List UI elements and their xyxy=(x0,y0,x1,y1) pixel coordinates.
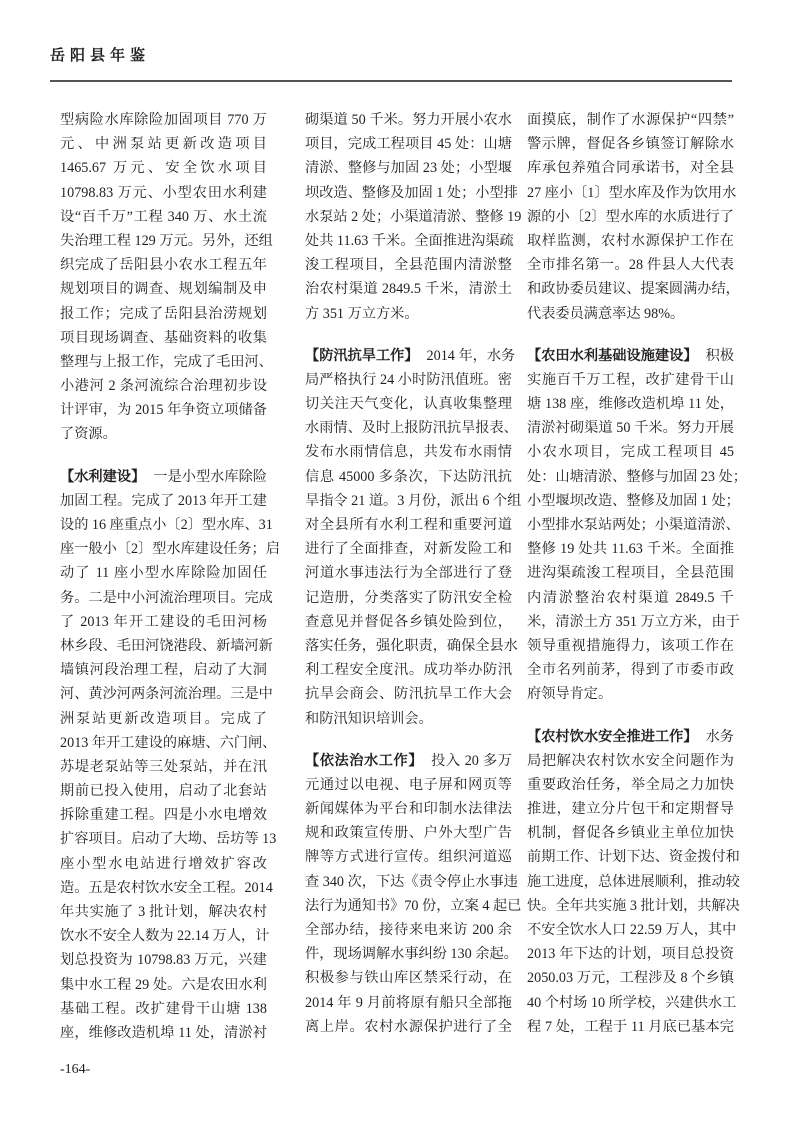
section-paragraph xyxy=(60,465,280,1046)
text-line xyxy=(527,156,734,180)
line-text: 发布水雨情信息，共发布水雨情 xyxy=(305,444,512,461)
line-text: 集中水工程 29 处。六是农田水利 xyxy=(60,976,267,993)
text-line xyxy=(305,682,512,706)
text-line xyxy=(305,561,512,585)
text-line xyxy=(60,779,267,803)
text-line xyxy=(527,942,734,966)
line-text: 2013 年开工建设的麻塘、六门闸、 xyxy=(60,734,277,751)
line-text: 库承包养殖合同承诺书，对全县 xyxy=(527,160,734,177)
section-heading: 【防汛抗旱工作】 xyxy=(305,347,419,364)
section-paragraph xyxy=(527,725,740,1039)
line-text: 划总投资为 10798.83 万元，兴建 xyxy=(60,952,267,969)
text-line xyxy=(60,973,267,997)
text-line xyxy=(305,894,522,918)
text-line xyxy=(527,725,734,749)
line-text: 砌渠道 50 千米。努力开展小农水 xyxy=(305,112,512,128)
paragraph xyxy=(305,108,522,326)
line-text: 座一般小〔2〕型水库建设任务；启 xyxy=(60,541,280,558)
line-text: 报工作；完成了岳阳县治涝规划 xyxy=(60,305,267,322)
line-text: 面摸底，制作了水源保护“四禁” xyxy=(527,112,734,128)
line-text: 施工进度，总体进展顺利，推动较 xyxy=(527,873,740,890)
text-line xyxy=(527,229,734,253)
section-heading: 【农村饮水安全推进工作】 xyxy=(527,728,698,745)
text-line xyxy=(60,731,277,755)
column-left xyxy=(60,108,280,1063)
text-line xyxy=(60,489,267,513)
text-line xyxy=(305,942,518,966)
text-line xyxy=(527,344,734,368)
text-line xyxy=(305,537,512,561)
text-line xyxy=(527,966,734,990)
line-text: 元通过以电视、电子屏和网页等 xyxy=(305,776,512,793)
line-text: 投入 20 多万 xyxy=(431,752,512,769)
text-line xyxy=(527,302,734,326)
text-line xyxy=(60,997,267,1021)
line-text: 积极 xyxy=(705,347,734,364)
text-line xyxy=(60,924,270,948)
text-line xyxy=(305,344,516,368)
text-line xyxy=(60,374,267,398)
text-line xyxy=(60,422,267,446)
line-text: 内清淤整治农村渠道 2849.5 千 xyxy=(527,589,734,606)
header-rule xyxy=(50,80,732,82)
line-text: 推进，建立分片包干和定期督导 xyxy=(527,801,734,818)
text-line xyxy=(60,108,267,132)
text-line xyxy=(305,870,518,894)
text-line xyxy=(305,368,512,392)
line-text: 局把解决农村饮水安全问题作为 xyxy=(527,752,734,769)
text-line xyxy=(527,277,740,301)
text-line xyxy=(305,918,512,942)
text-line xyxy=(305,773,512,797)
line-text: 织完成了岳阳县小农水工程五年 xyxy=(60,257,267,274)
line-text: 务。二是中小河流治理项目。完成 xyxy=(60,589,273,606)
text-line xyxy=(305,634,518,658)
line-text: 治农村渠道 2849.5 千米，清淤土 xyxy=(305,281,512,298)
line-text: 处共 11.63 千米。全面推进沟渠疏 xyxy=(305,232,514,249)
text-line xyxy=(305,707,512,731)
line-text: 墙镇河段治理工程，启动了大洞 xyxy=(60,662,267,679)
line-text: 基础工程。改扩建骨干山塘 138 xyxy=(60,1000,267,1017)
text-line xyxy=(527,537,734,561)
line-text: 饮水不安全人数为 22.14 万人，计 xyxy=(60,928,270,945)
line-text: 旱指令 21 道。3 月份，派出 6 个组 xyxy=(305,492,522,509)
text-line xyxy=(60,876,273,900)
text-line xyxy=(60,156,267,180)
line-text: 小农水项目，完成工程项目 45 xyxy=(527,444,734,461)
text-line xyxy=(527,658,734,682)
line-text: 期前已投入使用，启动了北套站 xyxy=(60,783,267,800)
text-line xyxy=(60,707,267,731)
line-text: 记造册，分类落实了防汛安全检 xyxy=(305,589,512,606)
line-text: 小港河 2 条河流综合治理初步设 xyxy=(60,378,267,395)
text-line xyxy=(305,1015,512,1039)
line-text: 局严格执行 24 小时防汛值班。密 xyxy=(305,371,512,388)
line-text: 元、中洲泵站更新改造项目 xyxy=(60,136,267,153)
text-line xyxy=(305,489,522,513)
section-heading: 【水利建设】 xyxy=(60,468,146,485)
section-paragraph xyxy=(305,749,522,1039)
text-line xyxy=(60,682,273,706)
text-line xyxy=(60,755,267,779)
line-text: 1465.67 万元、安全饮水项目 xyxy=(60,160,267,177)
line-text: 代表委员满意率达 98%。 xyxy=(527,305,685,322)
line-text: 小型堰坝改造、整修及加固 1 处； xyxy=(527,492,740,509)
text-line xyxy=(527,392,734,416)
text-line xyxy=(305,253,512,277)
line-text: 洲泵站更新改造项目。完成了 xyxy=(60,710,267,727)
text-line xyxy=(60,948,267,972)
line-text: 快。全年共实施 3 批计划，共解决 xyxy=(527,897,740,914)
text-line xyxy=(527,773,734,797)
text-line xyxy=(60,852,267,876)
line-text: 浚工程项目，全县范围内清淤整 xyxy=(305,257,512,274)
line-text: 牌等方式进行宣传。组织河道巡 xyxy=(305,849,512,866)
line-text: 苏堤老泵站等三处泵站，并在汛 xyxy=(60,758,267,775)
page-number: -164- xyxy=(60,1062,91,1077)
column-right xyxy=(527,108,747,1057)
line-text: 项目现场调查、基础资料的收集 xyxy=(60,329,267,346)
text-line xyxy=(60,302,267,326)
text-line xyxy=(60,803,267,827)
text-line xyxy=(305,465,512,489)
text-line xyxy=(305,277,512,301)
line-text: 型病险水库除险加固项目 770 万 xyxy=(60,112,267,128)
line-text: 取样监测，农村水源保护工作在 xyxy=(527,232,734,249)
text-line xyxy=(527,513,740,537)
line-text: 整修 19 处共 11.63 千米。全面推 xyxy=(527,541,734,558)
text-line xyxy=(305,108,512,132)
line-text: 和防汛知识培训会。 xyxy=(305,710,433,727)
line-text: 2013 年下达的计划，项目总投资 xyxy=(527,946,734,963)
text-line xyxy=(60,277,267,301)
line-text: 坝改造、整修及加固 1 处；小型排 xyxy=(305,184,518,201)
line-text: 40 个村场 10 所学校，兴建供水工 xyxy=(527,994,737,1011)
text-line xyxy=(60,900,267,924)
text-line xyxy=(60,465,267,489)
text-line xyxy=(60,586,273,610)
line-text: 设“百千万”工程 340 万、水土流 xyxy=(60,208,267,225)
text-line xyxy=(527,634,734,658)
text-line xyxy=(305,302,512,326)
text-line xyxy=(305,181,518,205)
text-line xyxy=(527,132,734,156)
section-paragraph xyxy=(527,344,747,707)
text-line xyxy=(527,440,734,464)
line-text: 全市名列前茅，得到了市委市政 xyxy=(527,662,734,679)
line-text: 进沟渠疏浚工程项目，全县范围 xyxy=(527,565,734,582)
line-text: 处：山塘清淤、整修与加固 23 处； xyxy=(527,468,747,485)
running-head: 岳阳县年鉴 xyxy=(50,46,151,64)
line-text: 领导重视措施得力，该项工作在 xyxy=(527,637,734,654)
line-text: 座小型水电站进行增效扩容改 xyxy=(60,855,267,872)
line-text: 水泵站 2 处；小渠道清淤、整修 19 xyxy=(305,208,522,225)
text-line xyxy=(527,918,737,942)
line-text: 信息 45000 多条次，下达防汛抗 xyxy=(305,468,512,485)
text-line xyxy=(305,966,512,990)
text-line xyxy=(305,392,512,416)
line-text: 设的 16 座重点小〔2〕型水库、31 xyxy=(60,517,273,533)
text-line xyxy=(60,350,273,374)
line-text: 10798.83 万元、小型农田水利建 xyxy=(60,184,267,201)
line-text: 2014 年，水务 xyxy=(426,347,516,364)
text-line xyxy=(527,205,734,229)
text-line xyxy=(527,416,734,440)
text-line xyxy=(527,253,734,277)
text-line xyxy=(527,489,740,513)
line-text: 规划项目的调查、规划编制及申 xyxy=(60,281,267,298)
line-text: 抗旱会商会、防汛抗旱工作大会 xyxy=(305,686,512,703)
column-middle xyxy=(305,108,522,1057)
line-text: 2014 年 9 月前将原有船只全部拖 xyxy=(305,994,512,1011)
line-text: 水雨情、及时上报防汛抗旱报表、 xyxy=(305,420,518,437)
text-line xyxy=(527,749,734,773)
text-line xyxy=(60,537,280,561)
line-text: 程 7 处，工程于 11 月底已基本完 xyxy=(527,1018,734,1035)
text-line xyxy=(60,1021,267,1045)
section-heading: 【农田水利基础设施建设】 xyxy=(527,347,698,364)
text-line xyxy=(305,229,512,253)
line-text: 动了 11 座小型水库除险加固任 xyxy=(60,565,267,582)
line-text: 拆除重建工程。四是小水电增效 xyxy=(60,807,267,824)
text-line xyxy=(527,682,734,706)
line-text: 新闻媒体为平台和印制水法律法 xyxy=(305,801,512,818)
text-line xyxy=(60,229,273,253)
text-line xyxy=(60,658,267,682)
text-line xyxy=(305,658,512,682)
text-line xyxy=(527,561,734,585)
text-line xyxy=(527,586,734,610)
line-text: 进行了全面排查，对新发险工和 xyxy=(305,541,512,558)
line-text: 了资源。 xyxy=(60,426,117,443)
line-text: 扩容项目。启动了大坳、岳坊等 13 xyxy=(60,831,277,848)
text-line xyxy=(305,821,512,845)
section-paragraph xyxy=(305,344,522,731)
line-text: 重要政治任务，举全局之力加快 xyxy=(527,776,734,793)
text-line xyxy=(527,465,747,489)
line-text: 和政协委员建议、提案圆满办结， xyxy=(527,281,740,298)
line-text: 塘 138 座，维修改造机埠 11 处， xyxy=(527,396,734,413)
line-text: 不安全饮水人口 22.59 万人，其中 xyxy=(527,922,737,938)
text-line xyxy=(527,991,737,1015)
text-line xyxy=(305,586,512,610)
line-text: 府领导肯定。 xyxy=(527,686,613,703)
line-text: 2050.03 万元，工程涉及 8 个乡镇 xyxy=(527,970,734,987)
text-line xyxy=(60,253,267,277)
text-line xyxy=(527,610,740,634)
text-line xyxy=(305,991,512,1015)
line-text: 年共实施了 3 批计划，解决农村 xyxy=(60,904,267,920)
line-text: 失治理工程 129 万元。另外，还组 xyxy=(60,232,273,249)
line-text: 落实任务，强化职责，确保全县水 xyxy=(305,637,518,654)
line-text: 全市排名第一。28 件县人大代表 xyxy=(527,257,734,274)
text-line xyxy=(527,181,737,205)
text-line xyxy=(527,1015,734,1039)
line-text: 林乡段、毛田河饶港段、新墙河新 xyxy=(60,637,273,654)
line-text: 27 座小〔1〕型水库及作为饮用水 xyxy=(527,184,737,201)
line-text: 河道水事违法行为全部进行了登 xyxy=(305,565,512,582)
line-text: 项目，完成工程项目 45 处：山塘 xyxy=(305,136,512,153)
line-text: 清淤、整修与加固 23 处；小型堰 xyxy=(305,160,512,177)
line-text: 积极参与铁山库区禁采行动，在 xyxy=(305,970,512,987)
text-line xyxy=(305,205,522,229)
line-text: 利工程安全度汛。成功举办防汛 xyxy=(305,662,512,679)
text-line xyxy=(527,821,734,845)
text-line xyxy=(305,845,512,869)
text-line xyxy=(60,513,273,537)
text-line xyxy=(60,181,267,205)
line-text: 源的小〔2〕型水库的水质进行了 xyxy=(527,208,734,225)
line-text: 规和政策宣传册、户外大型广告 xyxy=(305,825,512,842)
text-line xyxy=(527,368,734,392)
text-line xyxy=(527,108,734,132)
text-line xyxy=(60,610,267,634)
text-line xyxy=(305,132,512,156)
text-line xyxy=(305,416,518,440)
text-line xyxy=(60,634,273,658)
text-line xyxy=(527,870,740,894)
text-line xyxy=(305,610,512,634)
text-line xyxy=(60,827,277,851)
text-line xyxy=(60,561,267,585)
text-line xyxy=(527,845,740,869)
line-text: 切关注天气变化，认真收集整理 xyxy=(305,396,512,413)
line-text: 整理与上报工作，完成了毛田河、 xyxy=(60,353,273,370)
line-text: 计评审，为 2015 年争资立项储备 xyxy=(60,402,267,419)
line-text: 造。五是农村饮水安全工程。2014 xyxy=(60,879,273,896)
line-text: 水务 xyxy=(705,728,734,745)
line-text: 河、黄沙河两条河流治理。三是中 xyxy=(60,686,273,703)
line-text: 件，现场调解水事纠纷 130 余起。 xyxy=(305,946,518,963)
line-text: 全部办结，接待来电来访 200 余 xyxy=(305,922,512,938)
line-text: 米，清淤土方 351 万立方米，由于 xyxy=(527,613,740,630)
line-text: 方 351 万立方米。 xyxy=(305,305,419,322)
text-line xyxy=(305,513,512,537)
line-text: 查 340 次，下达《责令停止水事违 xyxy=(305,873,518,890)
text-line xyxy=(527,797,734,821)
text-line xyxy=(305,749,512,773)
line-text: 前期工作、计划下达、资金拨付和 xyxy=(527,849,740,866)
line-text: 小型排水泵站两处；小渠道清淤、 xyxy=(527,517,740,533)
line-text: 座，维修改造机埠 11 处，清淤衬 xyxy=(60,1024,267,1041)
text-line xyxy=(305,440,512,464)
text-line xyxy=(305,797,512,821)
line-text: 实施百千万工程，改扩建骨干山 xyxy=(527,371,734,388)
line-text: 一是小型水库除险 xyxy=(153,468,267,485)
section-heading: 【依法治水工作】 xyxy=(305,752,424,769)
text-line xyxy=(60,398,267,422)
line-text: 加固工程。完成了 2013 年开工建 xyxy=(60,492,267,509)
paragraph xyxy=(527,108,740,326)
line-text: 清淤衬砌渠道 50 千米。努力开展 xyxy=(527,420,734,437)
text-line xyxy=(60,132,267,156)
line-text: 警示牌，督促各乡镇签订解除水 xyxy=(527,136,734,153)
line-text: 离上岸。农村水源保护进行了全 xyxy=(305,1018,512,1035)
text-line xyxy=(527,894,740,918)
text-line xyxy=(60,205,267,229)
text-line xyxy=(305,156,512,180)
line-text: 机制，督促各乡镇业主单位加快 xyxy=(527,825,734,842)
paragraph xyxy=(60,108,273,447)
line-text: 查意见并督促各乡镇处险到位， xyxy=(305,613,512,630)
text-line xyxy=(60,326,267,350)
line-text: 法行为通知书》70 份，立案 4 起已 xyxy=(305,897,522,914)
line-text: 对全县所有水利工程和重要河道 xyxy=(305,517,512,533)
line-text: 了 2013 年开工建设的毛田河杨 xyxy=(60,613,267,630)
